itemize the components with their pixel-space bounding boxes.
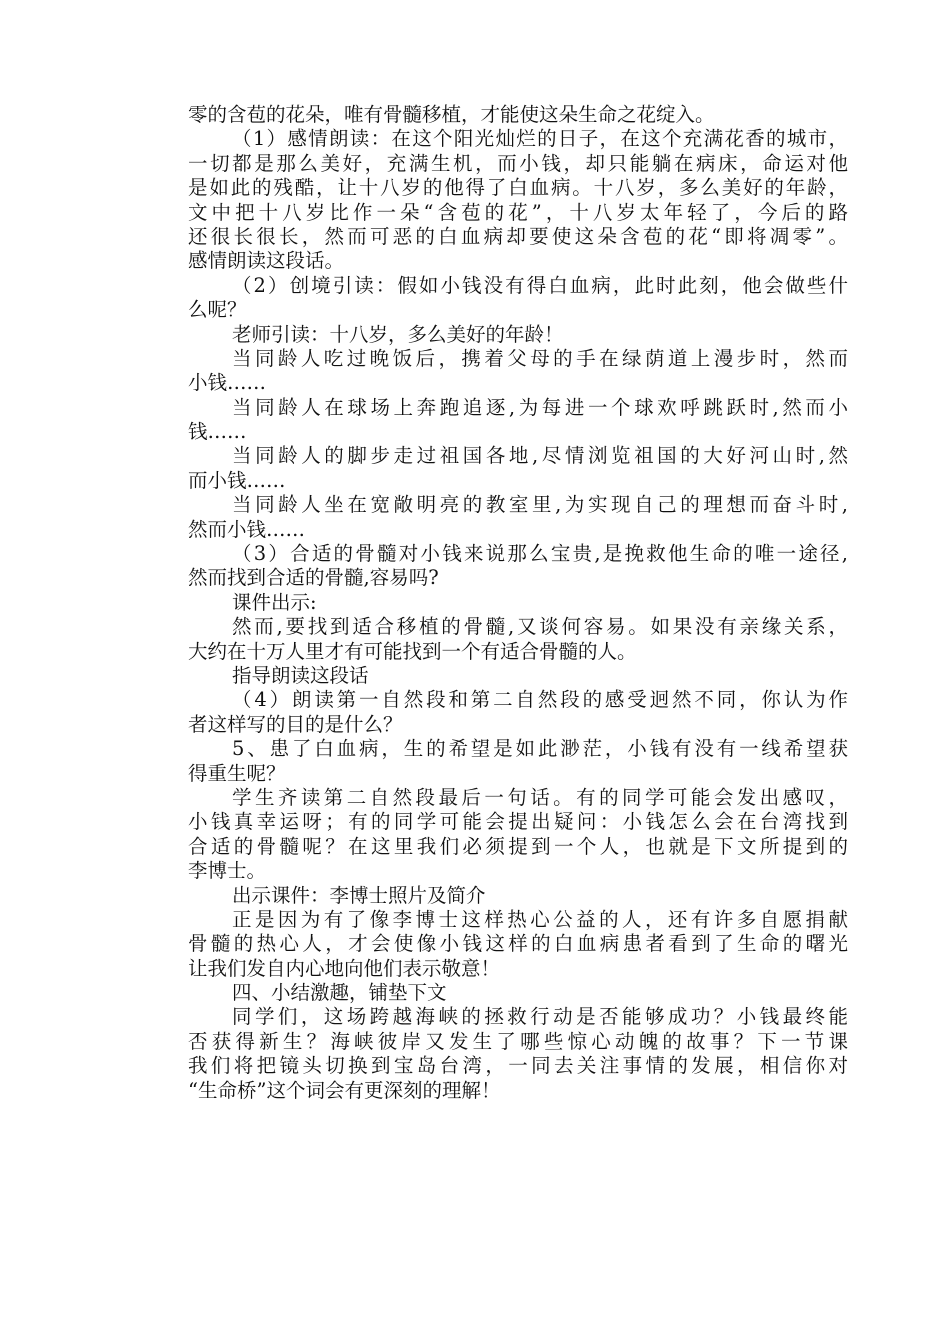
text-line: 小钱真幸运呀；有的同学可能会提出疑问：小钱怎么会在台湾找到 xyxy=(188,810,848,834)
text-line: 课件出示: xyxy=(232,590,317,614)
text-line: 当同龄人的脚步走过祖国各地,尽情浏览祖国的大好河山时,然 xyxy=(232,444,848,468)
text-line: （3）合适的骨髓对小钱来说那么宝贵,是挽救他生命的唯一途径, xyxy=(232,542,848,566)
text-line: 还很长很长，然而可恶的白血病却要使这朵含苞的花“即将凋零”。 xyxy=(188,224,848,248)
text-line: 合适的骨髓呢？在这里我们必须提到一个人，也就是下文所提到的 xyxy=(188,834,848,858)
text-line: 四、小结激趣，铺垫下文 xyxy=(232,981,447,1005)
text-line: 么呢？ xyxy=(188,298,247,322)
document-body xyxy=(188,103,848,1103)
text-line: （4）朗读第一自然段和第二自然段的感受迥然不同，你认为作 xyxy=(232,688,848,712)
text-line: 小钱…… xyxy=(188,371,267,395)
text-line: 当同龄人坐在宽敞明亮的教室里,为实现自己的理想而奋斗时, xyxy=(232,493,848,517)
text-line: 骨髓的热心人，才会使像小钱这样的白血病患者看到了生命的曙光 xyxy=(188,932,848,956)
text-line: 当同龄人在球场上奔跑追逐,为每进一个球欢呼跳跃时,然而小 xyxy=(232,395,848,419)
text-line: 文中把十八岁比作一朵“含苞的花”，十八岁太年轻了，今后的路 xyxy=(188,200,848,224)
text-line: 钱…… xyxy=(188,420,247,444)
text-line: 一切都是那么美好，充满生机，而小钱，却只能躺在病床，命运对他 xyxy=(188,151,848,175)
text-line: 得重生呢？ xyxy=(188,761,286,785)
text-line: 是如此的残酷，让十八岁的他得了白血病。十八岁，多么美好的年龄， xyxy=(188,176,848,200)
text-line: 感情朗读这段话。 xyxy=(188,249,345,273)
text-line: 正是因为有了像李博士这样热心公益的人，还有许多自愿捐献 xyxy=(232,907,848,931)
text-line: 让我们发自内心地向他们表示敬意！ xyxy=(188,956,501,980)
text-line: （2）创境引读：假如小钱没有得白血病，此时此刻，他会做些什 xyxy=(232,273,848,297)
text-line: 者这样写的目的是什么？ xyxy=(188,712,403,736)
text-line: 指导朗读这段话 xyxy=(232,663,369,687)
text-line: 然而小钱…… xyxy=(188,517,306,541)
text-line: 零的含苞的花朵，唯有骨髓移植，才能使这朵生命之花绽入。 xyxy=(188,103,715,126)
text-line: 然而找到合适的骨髓,容易吗? xyxy=(188,566,439,590)
text-line: 老师引读：十八岁，多么美好的年龄！ xyxy=(232,322,564,346)
text-line: 当同龄人吃过晚饭后，携着父母的手在绿荫道上漫步时，然而 xyxy=(232,346,848,370)
text-line: 同学们，这场跨越海峡的拯救行动是否能够成功？小钱最终能 xyxy=(232,1005,848,1029)
text-line: 大约在十万人里才有可能找到一个有适合骨髓的人。 xyxy=(188,639,637,663)
text-line: 我们将把镜头切换到宝岛台湾，一同去关注事情的发展，相信你对 xyxy=(188,1054,848,1078)
text-line: “生命桥”这个词会有更深刻的理解！ xyxy=(188,1078,501,1102)
text-line: 学生齐读第二自然段最后一句话。有的同学可能会发出感叹， xyxy=(232,785,848,809)
text-line: 然而,要找到适合移植的骨髓,又谈何容易。如果没有亲缘关系， xyxy=(232,615,848,639)
text-line: 出示课件：李博士照片及简介 xyxy=(232,883,486,907)
text-line: （1）感情朗读：在这个阳光灿烂的日子，在这个充满花香的城市， xyxy=(232,127,848,151)
text-line: 否获得新生？海峡彼岸又发生了哪些惊心动魄的故事？下一节课 xyxy=(188,1029,848,1053)
text-line: 而小钱…… xyxy=(188,468,286,492)
text-line: 李博士。 xyxy=(188,859,267,883)
text-line: 5、患了白血病，生的希望是如此渺茫，小钱有没有一线希望获 xyxy=(232,737,848,761)
